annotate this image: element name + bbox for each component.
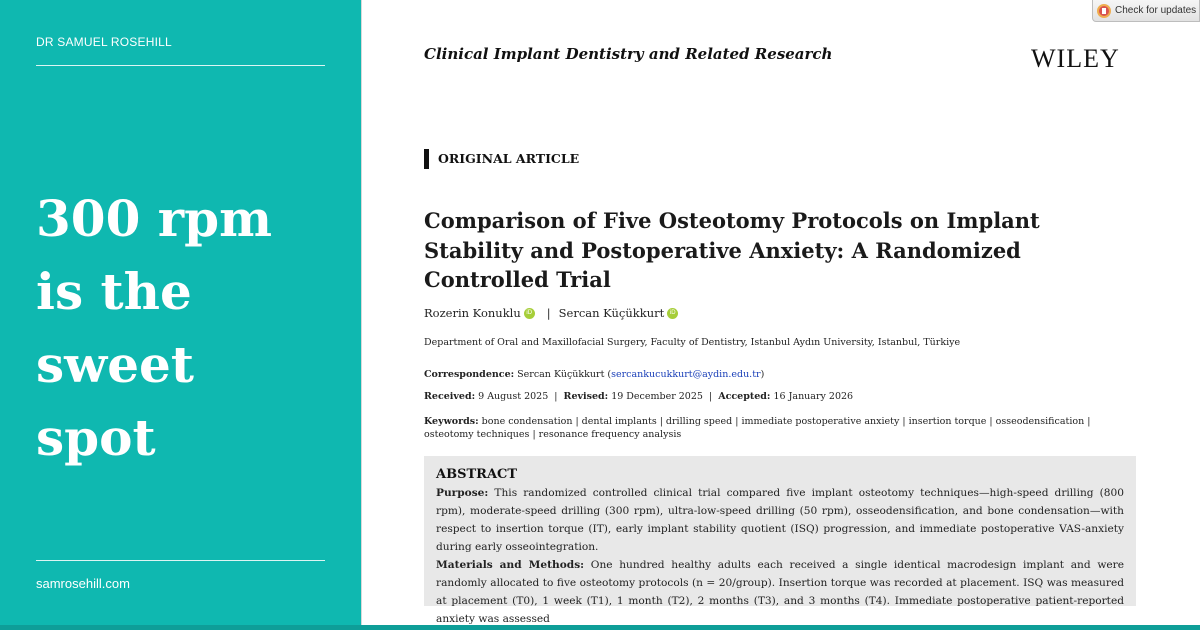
keywords-line: bone condensation | dental implants | drilling speed | immediate postoperative anxiety | insertion torque | osseodensification | [481, 416, 1091, 427]
orcid-icon[interactable]: iD [524, 308, 535, 319]
headline-line: 300 rpm [36, 189, 272, 248]
keywords-continued: osteotomy techniques | resonance frequency analysis [424, 429, 682, 440]
article-dates: Received: 9 August 2025 | Revised: 19 December 2025 | Accepted: 16 January 2026 [424, 391, 854, 402]
site-url[interactable]: samrosehill.com [36, 576, 130, 591]
author-name: DR SAMUEL ROSEHILL [36, 35, 172, 49]
headline [36, 182, 336, 474]
headline-line: sweet [36, 335, 194, 394]
methods-label: Materials and Methods: [436, 559, 585, 571]
check-for-updates-button[interactable] [1092, 0, 1200, 22]
journal-title: Clinical Implant Dentistry and Related Research [424, 45, 833, 63]
correspondence-label: Correspondence: [424, 369, 515, 380]
affiliation: Department of Oral and Maxillofacial Surgery, Faculty of Dentistry, Istanbul Aydın University, Istanbul, Türkiye [424, 337, 961, 348]
revised-date: 19 December 2025 [611, 391, 703, 402]
check-for-updates-label: Check for updates [1115, 5, 1197, 16]
orcid-icon[interactable]: iD [667, 308, 678, 319]
headline-line: is the [36, 262, 192, 321]
purpose-text: This randomized controlled clinical trial compared five implant osteotomy techniques—high-speed drilling (800 rpm), moderate-speed drilling (300 rpm), ultra-low-speed drilling (50 rpm), osseodensification, and bone condensation—with respect to insertion torque (IT), early implant stability quotient (ISQ) progression, and immediate postoperative VAS-anxiety during early osseointegration. [436, 487, 1124, 553]
article-type: ORIGINAL ARTICLE [424, 149, 579, 169]
abstract-heading: ABSTRACT [436, 467, 518, 482]
keywords-label: Keywords: [424, 416, 479, 427]
received-date: 9 August 2025 [478, 391, 549, 402]
abstract-text [436, 484, 1124, 628]
sidebar-panel [0, 0, 361, 630]
revised-label: Revised: [563, 391, 609, 402]
methods-text: One hundred healthy adults each received a single identical macrodesign implant and were randomly allocated to five osteotomy protocols (n = 20/group). Insertion torque was recorded at placement. ISQ was measured at placement (T0), 1 week (T1), 1 month (T2), 2 months (T3), and 3 months (T4). Immediate postoperative patient-reported anxiety was assessed [436, 559, 1124, 625]
headline-line: spot [36, 408, 156, 467]
abstract-box [424, 456, 1136, 625]
panel-divider [361, 0, 362, 630]
correspondence: Correspondence: Sercan Küçükkurt (sercankucukkurt@aydin.edu.tr) [424, 369, 765, 380]
received-label: Received: [424, 391, 476, 402]
author-list [424, 306, 678, 320]
purpose-label: Purpose: [436, 487, 489, 499]
author-name-link[interactable]: Sercan Küçükkurt [558, 306, 665, 320]
author-name-link[interactable]: Rozerin Konuklu [424, 306, 521, 320]
accepted-label: Accepted: [718, 391, 771, 402]
author-separator: | [546, 306, 551, 320]
correspondence-email-link[interactable]: sercankucukkurt@aydin.edu.tr [611, 369, 761, 380]
article-title: Comparison of Five Osteotomy Protocols on Implant Stability and Postoperative Anxiety: A Randomized Controlled Trial [424, 208, 1040, 292]
keywords [424, 414, 1090, 429]
publisher-logo: WILEY [1031, 44, 1120, 73]
bottom-accent-strip [0, 625, 1200, 630]
accepted-date: 16 January 2026 [773, 391, 854, 402]
crossmark-icon [1097, 4, 1111, 18]
top-divider [36, 65, 325, 66]
correspondence-name: Sercan Küçükkurt [517, 369, 605, 380]
bottom-divider [36, 560, 325, 561]
